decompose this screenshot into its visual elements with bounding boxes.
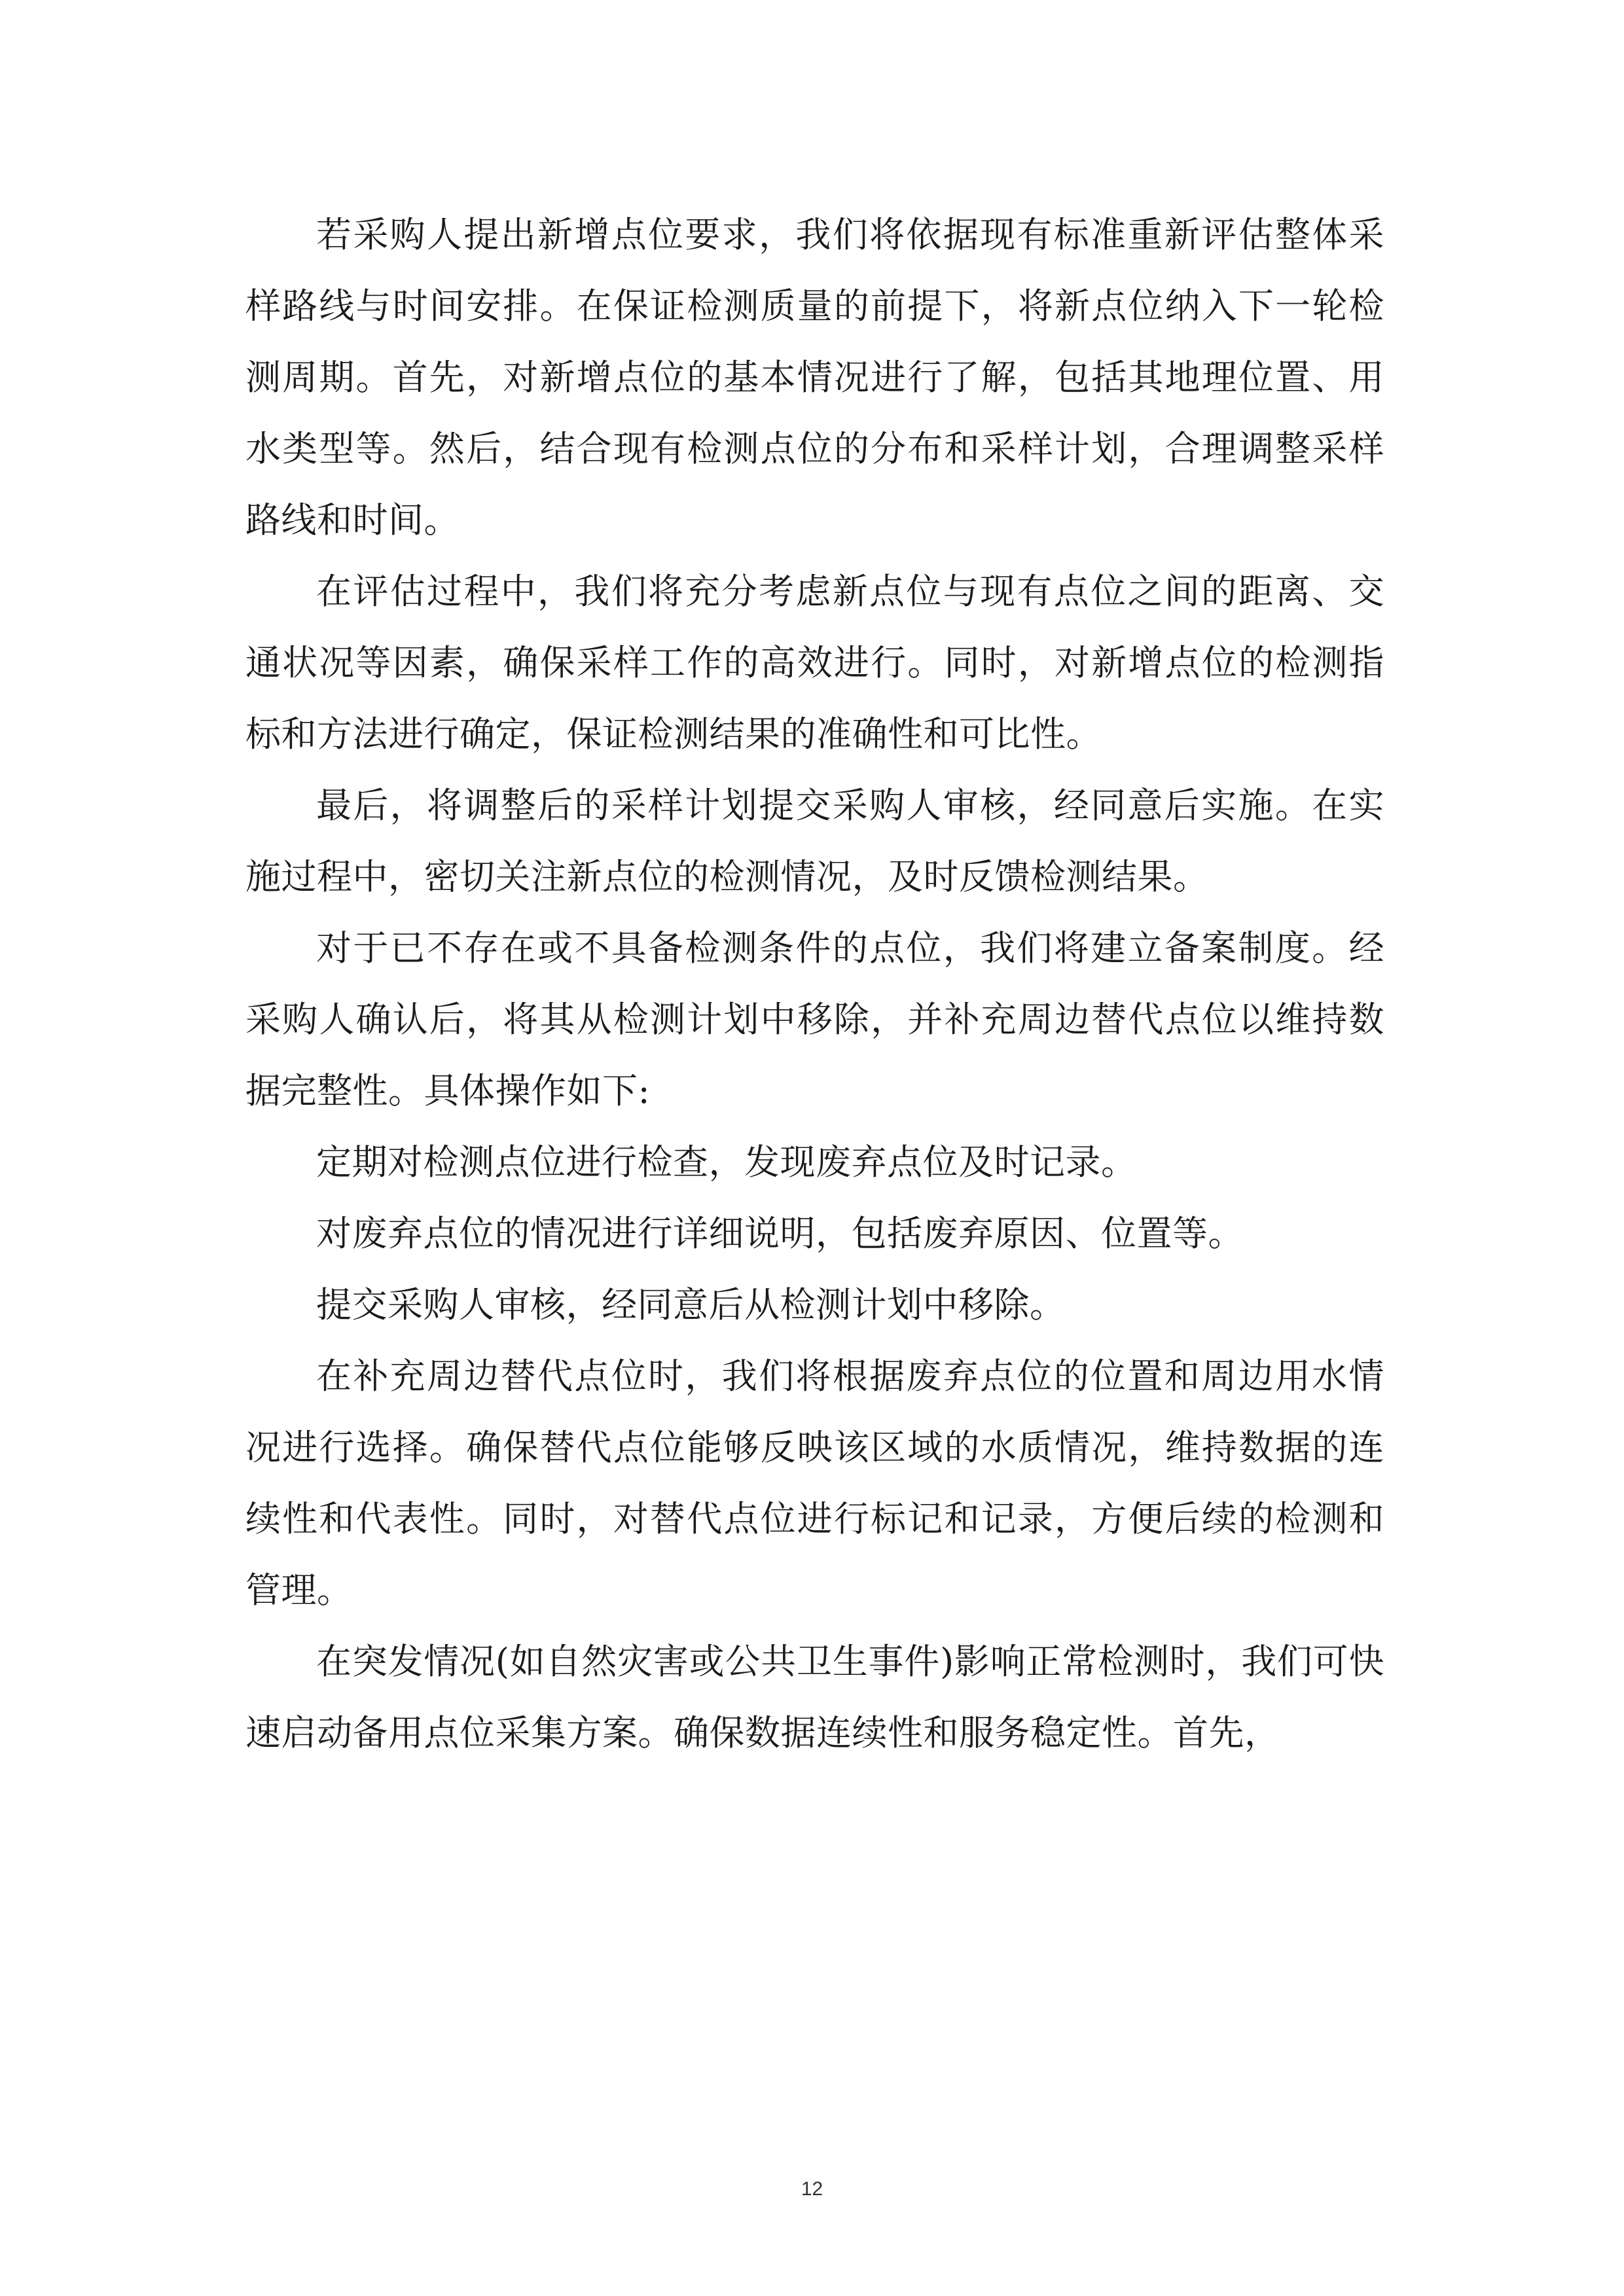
paragraph-abandoned-sites: 对于已不存在或不具备检测条件的点位，我们将建立备案制度。经采购人确认后，将其从检测计划中移除，并补充周边替代点位以维持数据完整性。具体操作如下:: [245, 927, 1384, 1111]
paragraph-replacement-sites: 在补充周边替代点位时，我们将根据废弃点位的位置和周边用水情况进行选择。确保替代点位能够反映该区域的水质情况，维持数据的连续性和代表性。同时，对替代点位进行标记和记录，方便后续的检测和管理。: [245, 1355, 1384, 1611]
paragraph-emergency: 在突发情况(如自然灾害或公共卫生事件)影响正常检测时，我们可快速启动备用点位采集方案。确保数据连续性和服务稳定性。首先，: [245, 1641, 1384, 1753]
paragraph-new-sites: 若采购人提出新增点位要求，我们将依据现有标准重新评估整体采样路线与时间安排。在保证检测质量的前提下，将新点位纳入下一轮检测周期。首先，对新增点位的基本情况进行了解，包括其地理位置、用水类型等。然后，结合现有检测点位的分布和采样计划，合理调整采样路线和时间。: [245, 214, 1384, 541]
paragraph-step-review: 提交采购人审核，经同意后从检测计划中移除。: [316, 1284, 1066, 1325]
document-body: [245, 199, 1384, 1768]
paragraph-step-inspect: 定期对检测点位进行检查，发现废弃点位及时记录。: [316, 1141, 1137, 1183]
paragraph-submit-plan: 最后，将调整后的采样计划提交采购人审核，经同意后实施。在实施过程中，密切关注新点位的检测情况，及时反馈检测结果。: [245, 785, 1384, 897]
paragraph-step-describe: 对废弃点位的情况进行详细说明，包括废弃原因、位置等。: [316, 1213, 1244, 1254]
page-number: 12: [801, 2178, 823, 2200]
paragraph-evaluation: 在评估过程中，我们将充分考虑新点位与现有点位之间的距离、交通状况等因素，确保采样工作的高效进行。同时，对新增点位的检测指标和方法进行确定，保证检测结果的准确性和可比性。: [245, 571, 1384, 755]
